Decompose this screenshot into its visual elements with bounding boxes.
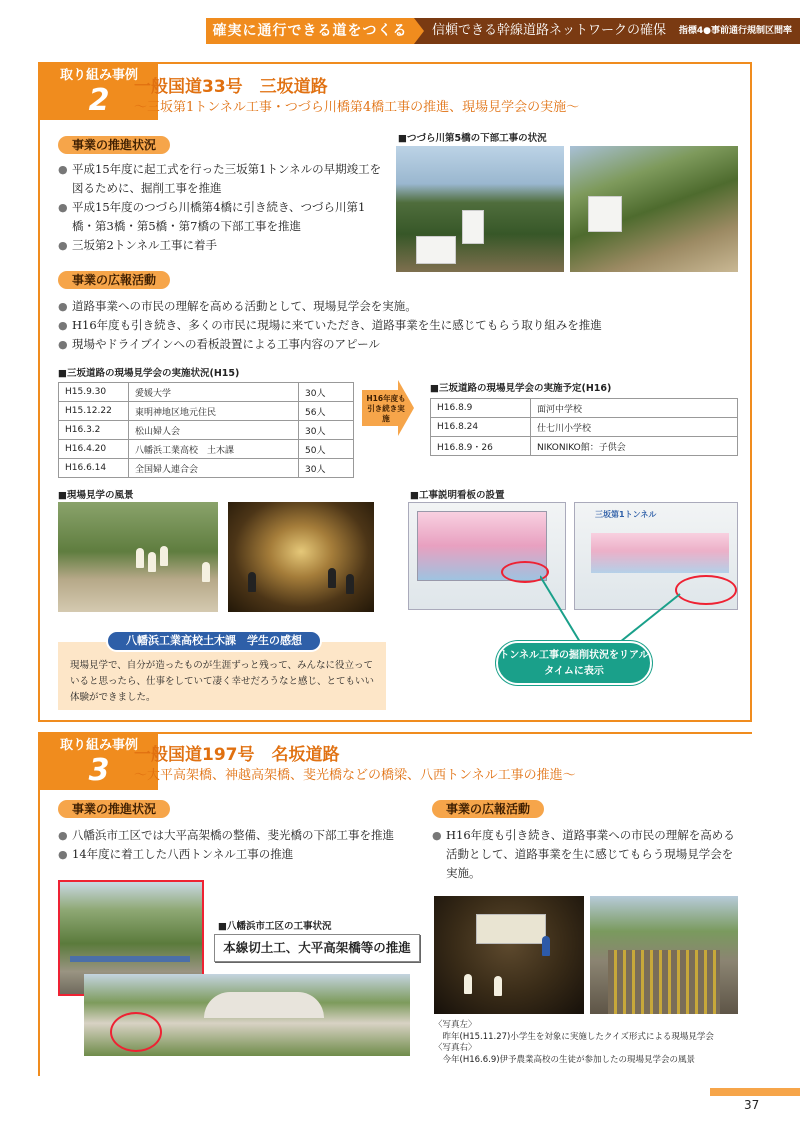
- header-goal: 信頼できる幹線道路ネットワークの確保: [414, 18, 800, 44]
- table-row: [59, 459, 354, 478]
- pier-block: [416, 236, 456, 264]
- table-cell: 30人: [299, 383, 354, 402]
- list-item: ● 道路事業への市民の理解を高める活動として、現場見学会を実施。: [58, 297, 748, 316]
- photo-note-line: 昨年(H15.11.27)小学生を対象に実施したクイズ形式による現場見学会: [434, 1031, 714, 1042]
- table-cell: 松山婦人会: [129, 421, 299, 440]
- table-cell: 56人: [299, 402, 354, 421]
- construction-callout: 本線切土工、大平高架橋等の推進: [214, 934, 420, 962]
- tunnel-status-balloon: トンネル工事の掘削状況をリアルタイムに表示: [496, 641, 652, 685]
- header-theme: 確実に通行できる道をつくる: [206, 18, 414, 44]
- quiz-board: [476, 914, 546, 944]
- list-item: ● H16年度も引き続き、多くの市民に現場に来ていただき、道路事業を生に感じてもらう取り組みを推進: [58, 316, 748, 335]
- table-cell: H16.8.9・26: [431, 437, 531, 456]
- person-figure: [202, 562, 210, 582]
- table-row: [59, 383, 354, 402]
- table-h16: [430, 398, 738, 456]
- table-row: [59, 421, 354, 440]
- photo-caption-board: ■工事説明看板の設置: [410, 490, 505, 501]
- photo-caption-tour: ■現場見学の風景: [58, 490, 134, 501]
- pier-block: [588, 196, 622, 232]
- table-row: [59, 440, 354, 459]
- person-figure: [160, 546, 168, 566]
- list-item: ● 14年度に着工した八西トンネル工事の推進: [58, 845, 418, 864]
- list-item: ● 三坂第2トンネル工事に着手: [58, 236, 388, 255]
- continue-arrow: [362, 380, 412, 436]
- highlight-circle: [110, 1012, 162, 1052]
- page-number: 37: [744, 1098, 760, 1112]
- photo-note-line: 〈写真左〉: [434, 1020, 477, 1030]
- table-cell: H16.8.24: [431, 418, 531, 437]
- table-cell: 面河中学校: [531, 399, 738, 418]
- photo-note-line: 〈写真右〉: [434, 1043, 477, 1053]
- tour-photo-tunnel: [228, 502, 374, 612]
- case-2-pr-heading: 事業の広報活動: [58, 271, 170, 289]
- deck-tour-photo: [590, 896, 738, 1014]
- table-cell: 50人: [299, 440, 354, 459]
- list-item: ● H16年度も引き続き、道路事業への市民の理解を高める活動として、道路事業を生に感じてもらう現場見学会を実施。: [432, 826, 742, 883]
- table-cell: 八幡浜工業高校 土木課: [129, 440, 299, 459]
- person-figure: [248, 572, 256, 592]
- person-figure: [494, 976, 502, 996]
- case-2-progress-heading: 事業の推進状況: [58, 136, 170, 154]
- person-figure: [148, 552, 156, 572]
- cut-slope: [204, 992, 324, 1018]
- case-3-title: 一般国道197号 名坂道路: [134, 745, 340, 765]
- case-3-progress-list: [58, 826, 418, 864]
- photo-notes: [434, 1020, 714, 1066]
- student-voice-heading: 八幡浜工業高校土木課 学生の感想: [106, 630, 322, 652]
- table-cell: H16.4.20: [59, 440, 129, 459]
- page-bar: [710, 1088, 800, 1096]
- case-3-tag-label: 取り組み事例: [59, 738, 138, 753]
- case-2-subtitle: ～三坂第1トンネル工事・つづら川橋第4橋工事の推進、現場見学会の実施～: [134, 100, 580, 115]
- page-header: [206, 18, 800, 44]
- header-arrow: [414, 18, 424, 44]
- header-indicator: 指標4●事前通行規制区間率: [678, 26, 792, 36]
- table-cell: H16.8.9: [431, 399, 531, 418]
- pointer-line: [620, 594, 680, 642]
- pointer-line: [540, 576, 580, 642]
- case-3-pr-heading: 事業の広報活動: [432, 800, 544, 818]
- table-cell: 仕七川小学校: [531, 418, 738, 437]
- table-row: [431, 418, 738, 437]
- pier-block: [462, 210, 484, 244]
- table-cell: H15.9.30: [59, 383, 129, 402]
- table-cell: H16.3.2: [59, 421, 129, 440]
- person-figure: [464, 974, 472, 994]
- table-cell: 30人: [299, 459, 354, 478]
- person-figure: [346, 574, 354, 594]
- table-h15: [58, 382, 354, 478]
- list-item: ● 現場やドライブインへの看板設置による工事内容のアピール: [58, 335, 748, 354]
- table-cell: H16.6.14: [59, 459, 129, 478]
- table-cell: NIKONIKO館：子供会: [531, 437, 738, 456]
- list-item: ● 平成15年度に起工式を行った三坂第1トンネルの早期竣工を図るために、掘削工事を推進: [58, 160, 388, 198]
- table-h15-caption: ■三坂道路の現場見学会の実施状況(H15): [58, 368, 240, 379]
- rebar-deck: [608, 950, 720, 1014]
- table-row: [59, 402, 354, 421]
- table-cell: 愛媛大学: [129, 383, 299, 402]
- person-figure: [328, 568, 336, 588]
- signboard-profile: [591, 533, 729, 573]
- table-cell: 全国婦人連合会: [129, 459, 299, 478]
- case-3-pr-list: [432, 826, 742, 883]
- table-cell: H15.12.22: [59, 402, 129, 421]
- photo-caption-bridge: ■つづら川第5橋の下部工事の状況: [398, 133, 547, 144]
- bridge-photo-left: [396, 146, 564, 272]
- table-row: [431, 399, 738, 418]
- bridge-photo-right: [570, 146, 738, 272]
- case-2-pr-list: [58, 297, 748, 354]
- student-voice-text: 現場見学で、自分が造ったものが生涯ずっと残って、みんなに役立っていると思ったら、仕事をしていて凄く幸せだろうなと感じ、とてもいい体験ができました。: [70, 660, 375, 703]
- list-item: ● 八幡浜市工区では大平高架橋の整備、斐光橋の下部工事を推進: [58, 826, 418, 845]
- case-2-title: 一般国道33号 三坂道路: [134, 77, 328, 97]
- table-cell: 東明神地区地元住民: [129, 402, 299, 421]
- quiz-tour-photo: [434, 896, 584, 1014]
- bridge-deck: [70, 956, 190, 962]
- case-3-subtitle: ～大平高架橋、神越高架橋、斐光橋などの橋梁、八西トンネル工事の推進～: [134, 768, 576, 783]
- arrow-text: H16年度も引き続き実施: [366, 394, 406, 423]
- tour-photo-outdoor: [58, 502, 218, 612]
- case-2-tag-number: 2: [88, 83, 110, 118]
- table-h16-caption: ■三坂道路の現場見学会の実施予定(H16): [430, 383, 612, 394]
- photo-caption-site: ■八幡浜市工区の工事状況: [218, 921, 332, 932]
- signboard-title: 三坂第1トンネル: [595, 510, 657, 519]
- person-figure: [136, 548, 144, 568]
- case-3-tag-number: 3: [88, 753, 110, 788]
- case-3-progress-heading: 事業の推進状況: [58, 800, 170, 818]
- photo-note-line: 今年(H16.6.9)伊予農業高校の生徒が参加したの現場見学会の風景: [434, 1054, 696, 1065]
- person-figure: [542, 936, 550, 956]
- case-2-progress-list: [58, 160, 388, 255]
- table-cell: 30人: [299, 421, 354, 440]
- case-2-tag-label: 取り組み事例: [59, 68, 138, 83]
- list-item: ● 平成15年度のつづら川橋第4橋に引き続き、つづら川第1橋・第3橋・第5橋・第7橋の下部工事を推進: [58, 198, 388, 236]
- balloon-pointers: [540, 570, 690, 650]
- table-row: [431, 437, 738, 456]
